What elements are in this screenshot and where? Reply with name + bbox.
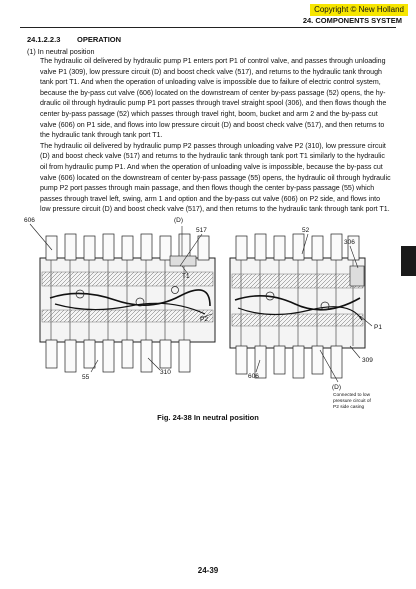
- paragraph-p2: The hydraulic oil delivered by hydraulic pump P2 passes through unloading valve P2 (310), low pressure circuit (D) and boost check valve (517) and returns to the hydraulic tank through tank port T1 similarly to the hydraulic oil from hydraulic pump P1. And when the operation of unloading valve is impossible, because the by-pass cut valve (606) located on the downstream of center by-pass passage (55) opens, the hydraulic oil through hydraulic pump P2 port passes through main passage, and then flows though the center by-pass passage (55) which passes through travel left, swing, arm 1 and option and the by-pass cut valve (606) on P2 side, and flows into low pressure circuit (D) and boost check valve (517), and then returns to the hydraulic tank through tank port T1.: [40, 142, 391, 214]
- label-d-top: (D): [174, 217, 184, 224]
- note-line-1: Connected to low: [333, 393, 371, 398]
- label-606-bottom: 606: [248, 373, 259, 380]
- note-line-2: pressure circuit of: [333, 399, 371, 404]
- label-52: 52: [302, 227, 310, 234]
- label-55: 55: [82, 374, 90, 381]
- copyright-badge: Copyright © New Holland: [310, 4, 408, 16]
- label-517: 517: [196, 227, 207, 234]
- section-title: OPERATION: [77, 35, 122, 44]
- figure-caption: Fig. 24-38 In neutral position: [157, 413, 259, 422]
- label-t1: T1: [182, 273, 190, 280]
- section-heading: [27, 35, 121, 44]
- body-text: [40, 57, 392, 216]
- right-valve-block: [230, 234, 365, 378]
- note-line-3: P2 side casing: [333, 405, 365, 410]
- label-309: 309: [362, 357, 373, 364]
- valve-diagram: [20, 210, 392, 410]
- label-p2: P2: [200, 316, 208, 323]
- label-d-bottom: (D): [332, 384, 342, 391]
- paragraph-p1: The hydraulic oil delivered by hydraulic pump P1 enters port P1 of control valve, and passes through unloading valve P1 (309), low pressure circuit (D) and boost check valve (517), and returns to the hydraulic tank through tank port T1. And when the operation of unloading valve is impossible due to failure of electric control system, because the by-pass cut valve (606) located on the downstream of center by-pass passage (52) opens, the hy-draulic oil through hydraulic pump P1 port passes through travel straight spool (306), and then flows though the center by-pass passage (52) which passes through travel right, boom, bucket and arm 2 and the by-pass cut valve (606) on P1 side, and flows into low pressure circuit (D) and boost check valve (517), and then returns to the hydraulic tank through tank port T1.: [40, 58, 387, 140]
- side-tab-marker: [401, 246, 416, 276]
- page-number: 24-39: [197, 566, 219, 575]
- valve-figure: [20, 210, 392, 410]
- section-number: 24.1.2.2.3: [27, 35, 61, 44]
- label-306: 306: [344, 239, 355, 246]
- chapter-title: 24. COMPONENTS SYSTEM: [302, 16, 402, 25]
- label-606-top: 606: [24, 217, 35, 224]
- item-heading: (1) In neutral position: [27, 47, 95, 56]
- header-rule: [20, 27, 396, 28]
- label-p1: P1: [374, 324, 382, 331]
- left-valve-block: [40, 234, 215, 372]
- label-310: 310: [160, 369, 171, 376]
